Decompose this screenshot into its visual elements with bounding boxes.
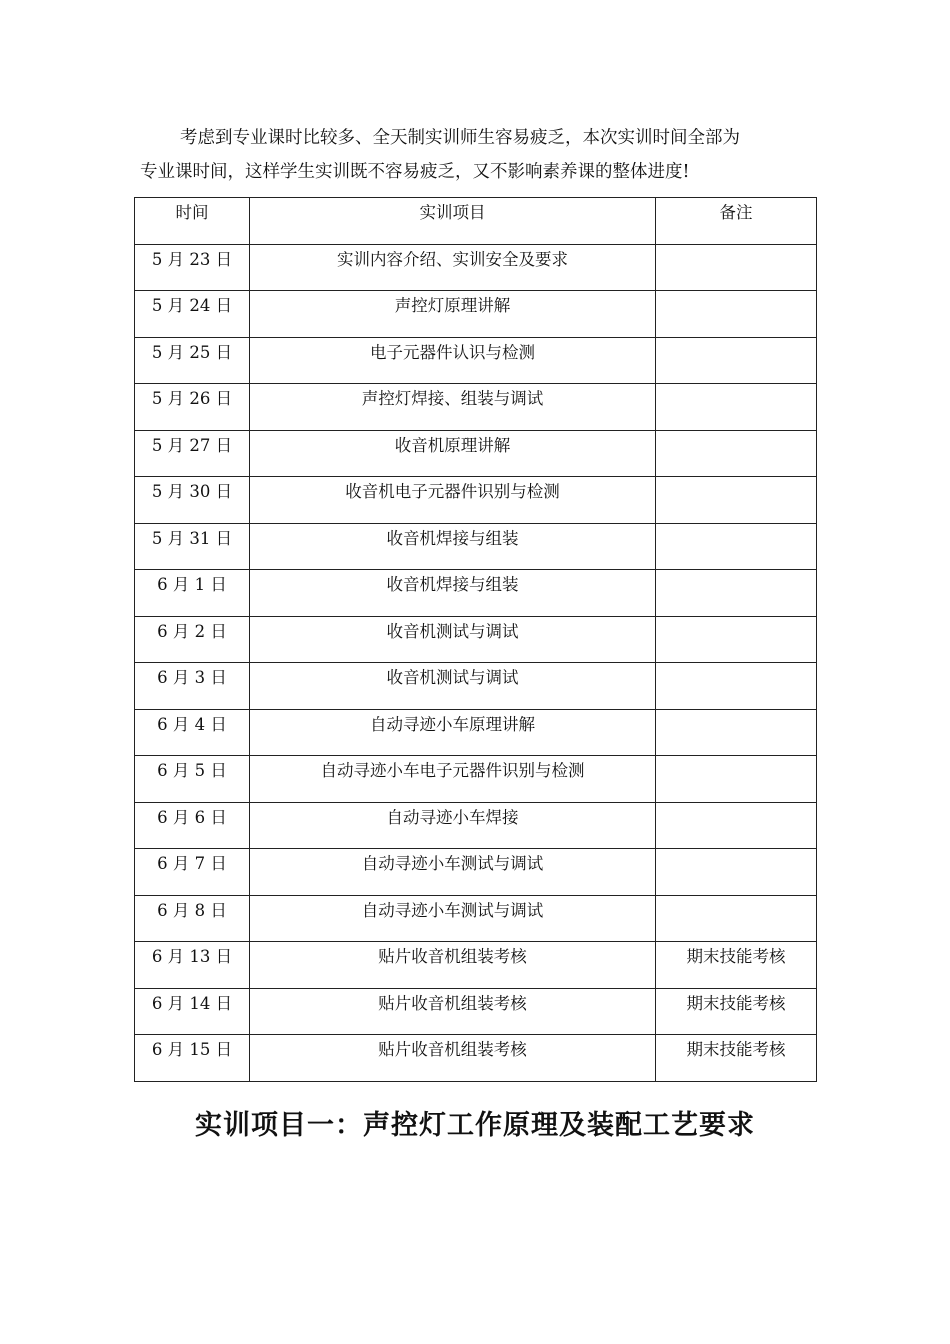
cell-item: 收音机焊接与组装 [250, 570, 656, 617]
cell-item: 贴片收音机组装考核 [250, 1035, 656, 1082]
cell-note [656, 337, 817, 384]
table-row [135, 1035, 817, 1082]
cell-item: 声控灯焊接、组装与调试 [250, 384, 656, 431]
table-row [135, 988, 817, 1035]
table-row [135, 895, 817, 942]
cell-date: 5 月 31 日 [135, 523, 250, 570]
table-row [135, 523, 817, 570]
table-row [135, 663, 817, 710]
cell-item: 收音机电子元器件识别与检测 [250, 477, 656, 524]
intro-line-2: 专业课时间，这样学生实训既不容易疲乏，又不影响素养课的整体进度! [140, 162, 690, 182]
header-note: 备注 [656, 198, 817, 245]
table-row [135, 709, 817, 756]
cell-item: 收音机测试与调试 [250, 663, 656, 710]
cell-item: 声控灯原理讲解 [250, 291, 656, 338]
intro-paragraph [140, 121, 830, 189]
header-item: 实训项目 [250, 198, 656, 245]
cell-date: 6 月 6 日 [135, 802, 250, 849]
cell-item: 自动寻迹小车焊接 [250, 802, 656, 849]
table-row [135, 942, 817, 989]
cell-date: 6 月 3 日 [135, 663, 250, 710]
cell-item: 收音机焊接与组装 [250, 523, 656, 570]
header-date: 时间 [135, 198, 250, 245]
training-schedule-table [134, 197, 817, 1082]
cell-date: 6 月 1 日 [135, 570, 250, 617]
cell-item: 电子元器件认识与检测 [250, 337, 656, 384]
cell-item: 收音机原理讲解 [250, 430, 656, 477]
cell-item: 自动寻迹小车测试与调试 [250, 849, 656, 896]
cell-date: 5 月 30 日 [135, 477, 250, 524]
cell-date: 5 月 27 日 [135, 430, 250, 477]
cell-date: 6 月 14 日 [135, 988, 250, 1035]
cell-note [656, 384, 817, 431]
cell-note: 期末技能考核 [656, 1035, 817, 1082]
cell-note [656, 616, 817, 663]
cell-date: 5 月 23 日 [135, 244, 250, 291]
cell-item: 收音机测试与调试 [250, 616, 656, 663]
cell-date: 6 月 15 日 [135, 1035, 250, 1082]
cell-item: 自动寻迹小车测试与调试 [250, 895, 656, 942]
cell-date: 6 月 5 日 [135, 756, 250, 803]
cell-item: 自动寻迹小车电子元器件识别与检测 [250, 756, 656, 803]
cell-date: 6 月 8 日 [135, 895, 250, 942]
cell-note [656, 430, 817, 477]
cell-note [656, 802, 817, 849]
cell-note: 期末技能考核 [656, 988, 817, 1035]
cell-note [656, 895, 817, 942]
table-header-row [135, 198, 817, 245]
cell-date: 6 月 13 日 [135, 942, 250, 989]
table-row [135, 337, 817, 384]
cell-note [656, 756, 817, 803]
cell-date: 6 月 2 日 [135, 616, 250, 663]
table-row [135, 244, 817, 291]
cell-note [656, 709, 817, 756]
cell-note [656, 477, 817, 524]
cell-date: 5 月 25 日 [135, 337, 250, 384]
table-row [135, 570, 817, 617]
table-row [135, 802, 817, 849]
cell-item: 贴片收音机组装考核 [250, 942, 656, 989]
table-row [135, 291, 817, 338]
cell-date: 6 月 7 日 [135, 849, 250, 896]
cell-note [656, 849, 817, 896]
cell-note [656, 523, 817, 570]
cell-item: 自动寻迹小车原理讲解 [250, 709, 656, 756]
cell-item: 实训内容介绍、实训安全及要求 [250, 244, 656, 291]
table-body [135, 244, 817, 1081]
cell-note [656, 663, 817, 710]
cell-date: 5 月 24 日 [135, 291, 250, 338]
table-row [135, 849, 817, 896]
intro-line-1: 考虑到专业课时比较多、全天制实训师生容易疲乏，本次实训时间全部为 [180, 128, 740, 148]
cell-date: 6 月 4 日 [135, 709, 250, 756]
cell-item: 贴片收音机组装考核 [250, 988, 656, 1035]
cell-note [656, 570, 817, 617]
table-row [135, 430, 817, 477]
cell-date: 5 月 26 日 [135, 384, 250, 431]
cell-note [656, 291, 817, 338]
table-row [135, 616, 817, 663]
table-row [135, 756, 817, 803]
table-row [135, 477, 817, 524]
cell-note: 期末技能考核 [656, 942, 817, 989]
table-row [135, 384, 817, 431]
section-heading: 实训项目一：声控灯工作原理及装配工艺要求 [195, 1110, 755, 1141]
cell-note [656, 244, 817, 291]
